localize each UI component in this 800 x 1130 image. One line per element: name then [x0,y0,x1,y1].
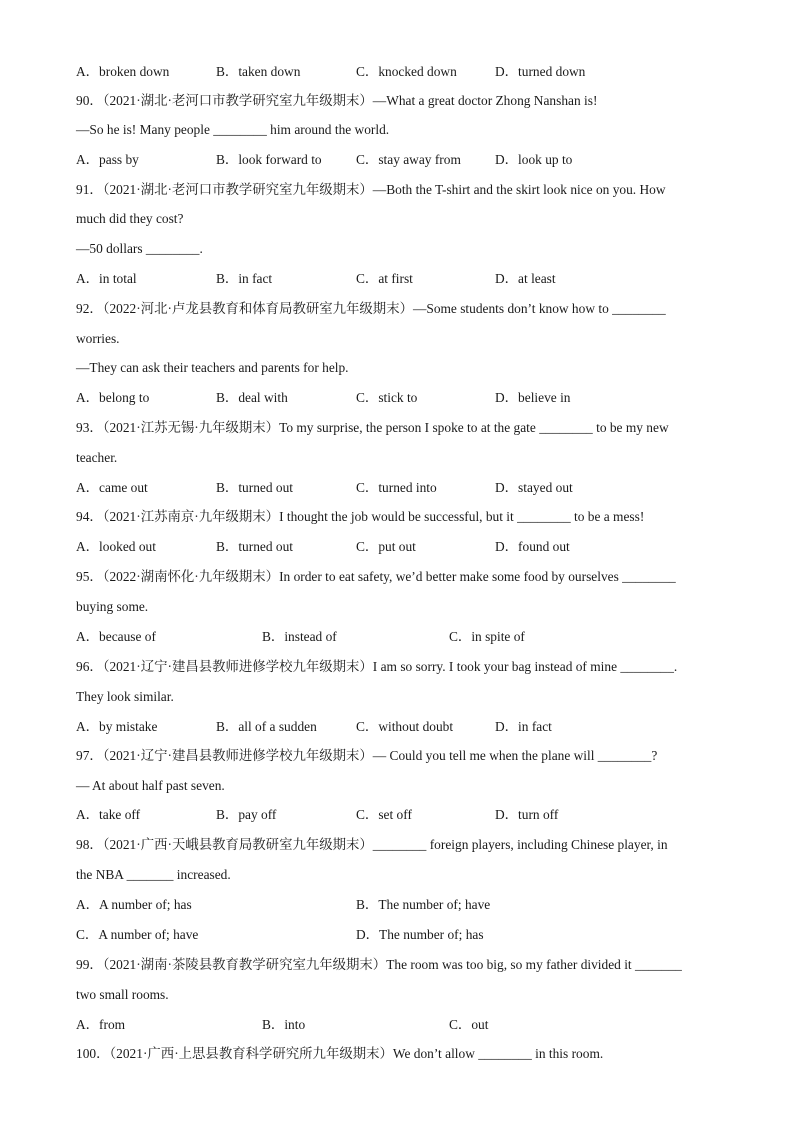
q90-option-d[interactable]: D．look up to [495,152,573,167]
q89-option-a[interactable]: A．broken down [76,64,170,79]
q98-options-row1 [0,896,800,914]
q95-option-c[interactable]: C．in spite of [449,629,525,644]
q95-option-b[interactable]: B．instead of [262,629,337,644]
q90-option-c[interactable]: C．stay away from [356,152,461,167]
q93-option-a[interactable]: A．came out [76,480,148,495]
q96-stem: 96．（2021·辽宁·建昌县教师进修学校九年级期末）I am so sorry. I took your bag instead of mine ________. [76,659,678,674]
q91-stem: 91．（2021·湖北·老河口市教学研究室九年级期末）—Both the T-shirt and the skirt look nice on you. How [76,182,666,197]
q95-option-a[interactable]: A．because of [76,629,156,644]
q95-line2: buying some. [76,599,149,614]
q98-option-b[interactable]: B．The number of; have [356,897,491,912]
q97-option-b[interactable]: B．pay off [216,807,277,822]
q92-option-b[interactable]: B．deal with [216,390,288,405]
q94-option-a[interactable]: A．looked out [76,539,156,554]
q92-stem: 92．（2022·河北·卢龙县教育和体育局教研室九年级期末）—Some students don’t know how to ________ [76,301,666,316]
q96-option-a[interactable]: A．by mistake [76,719,158,734]
q91-options [0,270,800,288]
q90-options [0,151,800,169]
q97-stem: 97．（2021·辽宁·建昌县教师进修学校九年级期末）— Could you tell me when the plane will ________? [76,748,658,763]
q92-line3: —They can ask their teachers and parents for help. [76,360,349,375]
q96-option-c[interactable]: C．without doubt [356,719,454,734]
q98-option-c[interactable]: C．A number of; have [76,927,199,942]
q95-options [0,628,800,646]
q94-option-b[interactable]: B．turned out [216,539,293,554]
q92-option-c[interactable]: C．stick to [356,390,418,405]
q91-line2: much did they cost? [76,211,184,226]
q89-option-d[interactable]: D．turned down [495,64,586,79]
q99-option-c[interactable]: C．out [449,1017,489,1032]
q98-option-d[interactable]: D．The number of; has [356,927,484,942]
q93-option-c[interactable]: C．turned into [356,480,437,495]
q98-option-a[interactable]: A．A number of; has [76,897,192,912]
q96-option-d[interactable]: D．in fact [495,719,552,734]
q92-option-a[interactable]: A．belong to [76,390,150,405]
q97-option-c[interactable]: C．set off [356,807,412,822]
q89-option-c[interactable]: C．knocked down [356,64,457,79]
q89-option-b[interactable]: B．taken down [216,64,301,79]
q94-stem: 94．（2021·江苏南京·九年级期末）I thought the job would be successful, but it ________ to be a mess! [76,509,645,524]
q98-stem: 98．（2021·广西·天峨县教育局教研室九年级期末）________ foreign players, including Chinese player, in [76,837,668,852]
q90-stem: 90．（2021·湖北·老河口市教学研究室九年级期末）—What a great doctor Zhong Nanshan is! [76,93,598,108]
q100-stem: 100．（2021·广西·上思县教育科学研究所九年级期末）We don’t allow ________ in this room. [76,1046,604,1061]
q97-option-d[interactable]: D．turn off [495,807,559,822]
q92-options [0,389,800,407]
q92-line2: worries. [76,331,120,346]
q91-option-b[interactable]: B．in fact [216,271,273,286]
q92-option-d[interactable]: D．believe in [495,390,571,405]
q91-option-c[interactable]: C．at first [356,271,413,286]
q94-options [0,538,800,556]
q93-option-d[interactable]: D．stayed out [495,480,573,495]
q99-option-b[interactable]: B．into [262,1017,306,1032]
q99-line2: two small rooms. [76,987,169,1002]
q99-options [0,1016,800,1034]
q93-options [0,479,800,497]
q93-stem: 93．（2021·江苏无锡·九年级期末）To my surprise, the person I spoke to at the gate ________ to be my new [76,420,669,435]
q94-option-d[interactable]: D．found out [495,539,570,554]
q96-option-b[interactable]: B．all of a sudden [216,719,317,734]
q91-option-d[interactable]: D．at least [495,271,556,286]
q94-option-c[interactable]: C．put out [356,539,416,554]
q95-stem: 95．（2022·湖南怀化·九年级期末）In order to eat safety, we’d better make some food by ourselves ________ [76,569,676,584]
q99-option-a[interactable]: A．from [76,1017,126,1032]
q90-option-a[interactable]: A．pass by [76,152,139,167]
q90-line2: —So he is! Many people ________ him around the world. [76,122,390,137]
q96-line2: They look similar. [76,689,174,704]
q98-line2: the NBA _______ increased. [76,867,231,882]
q98-options-row2 [0,926,800,944]
q96-options [0,718,800,736]
q97-option-a[interactable]: A．take off [76,807,141,822]
q91-line3: —50 dollars ________. [76,241,203,256]
q97-line2: — At about half past seven. [76,778,225,793]
q90-option-b[interactable]: B．look forward to [216,152,322,167]
q99-stem: 99．（2021·湖南·茶陵县教育教学研究室九年级期末）The room was too big, so my father divided it _______ [76,957,682,972]
q93-line2: teacher. [76,450,118,465]
q91-option-a[interactable]: A．in total [76,271,137,286]
q97-options [0,806,800,824]
q89-options [0,63,800,81]
q93-option-b[interactable]: B．turned out [216,480,293,495]
